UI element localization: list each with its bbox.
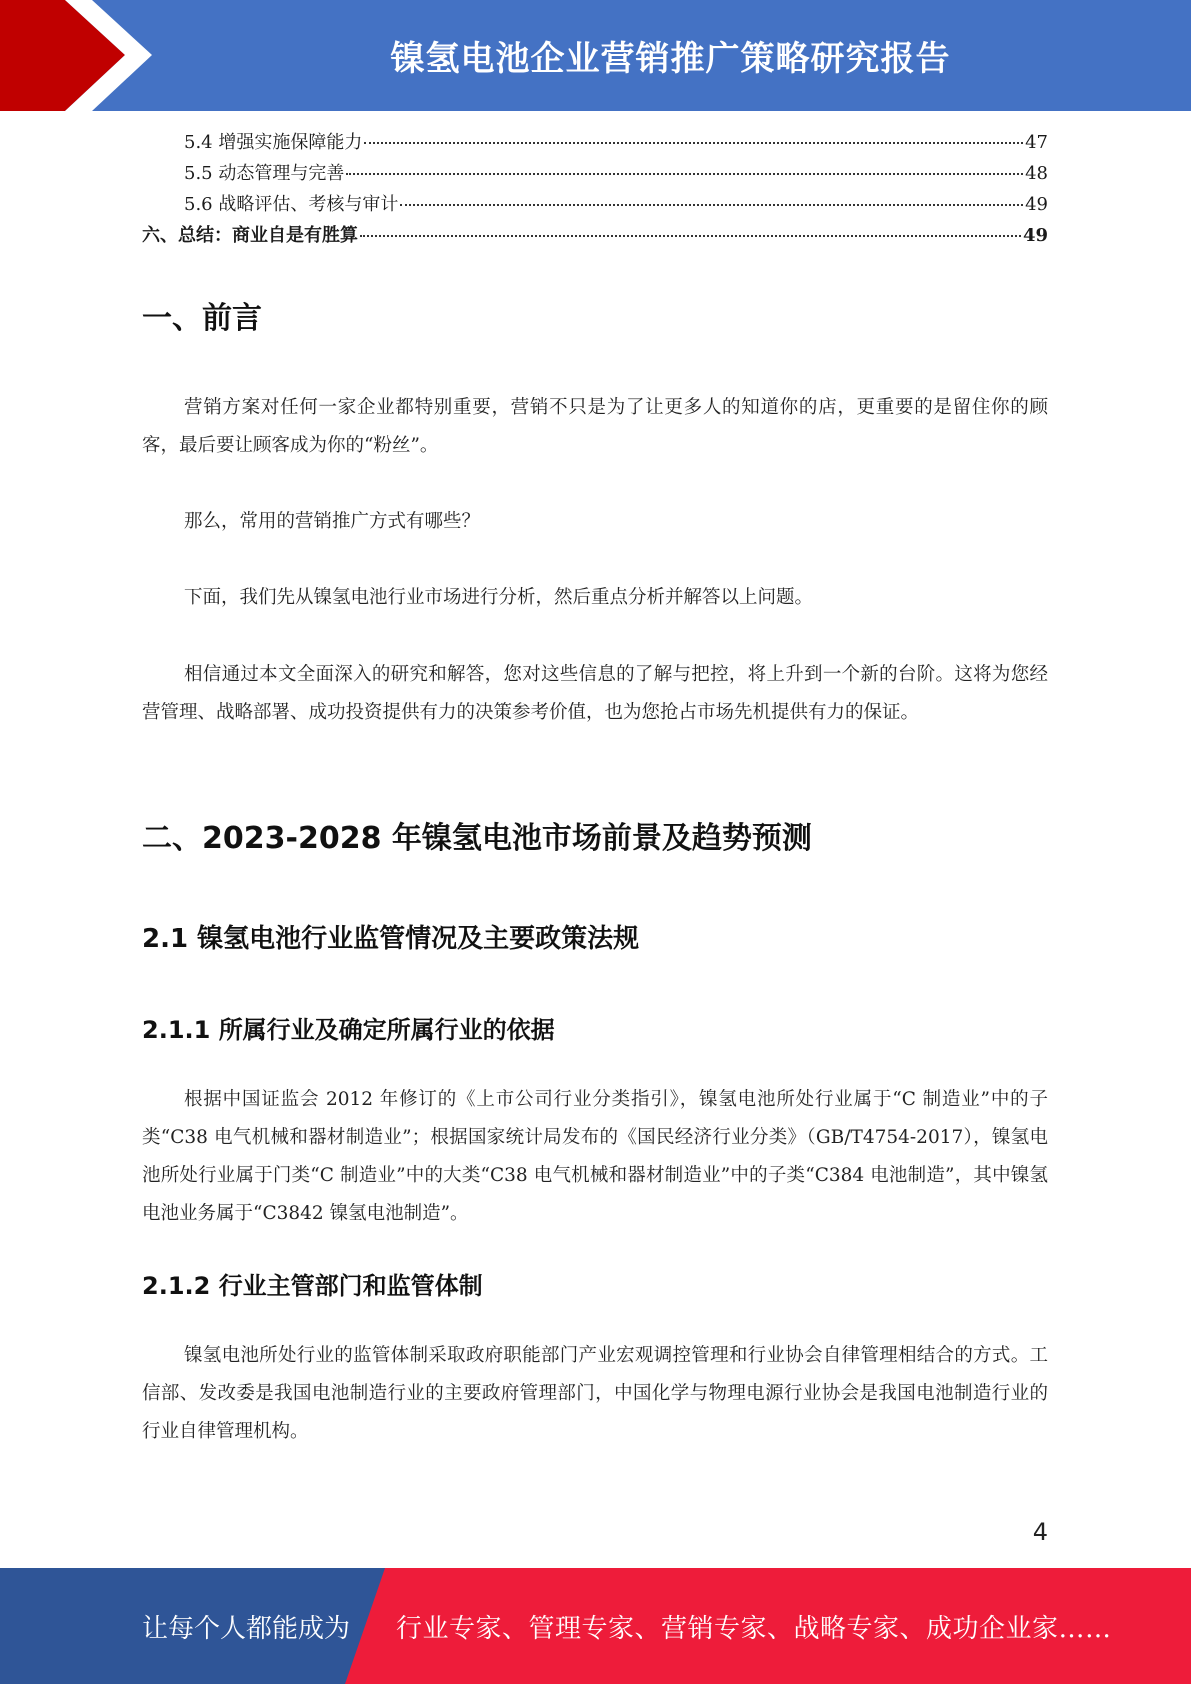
toc-entry-label: 5.4 增强实施保障能力 bbox=[184, 132, 363, 153]
toc-entry-page: 47 bbox=[1025, 132, 1048, 153]
toc-leader-dots bbox=[346, 173, 1023, 175]
toc-entry[interactable] bbox=[142, 128, 1048, 159]
table-of-contents bbox=[142, 128, 1048, 252]
paragraph: 根据中国证监会 2012 年修订的《上市公司行业分类指引》，镍氢电池所处行业属于“C 制造业”中的子类“C38 电气机械和器材制造业”；根据国家统计局发布的《国民经济行业分类》（GB/T4754-2017），镍氢电池所处行业属于门类“C 制造业”中的大类“C38 电气机械和器材制造业”中的子类“C384 电池制造”，其中镍氢电池业务属于“C3842 镍氢电池制造”。 bbox=[142, 1089, 1048, 1224]
toc-entry-label: 5.6 战略评估、考核与审计 bbox=[184, 194, 399, 215]
paragraph: 营销方案对任何一家企业都特别重要，营销不只是为了让更多人的知道你的店，更重要的是留住你的顾客，最后要让顾客成为你的“粉丝”。 bbox=[142, 397, 1048, 456]
footer-slogan-left: 让每个人都能成为 bbox=[142, 1613, 351, 1644]
toc-leader-dots bbox=[360, 235, 1021, 237]
toc-entry-page: 48 bbox=[1025, 163, 1048, 184]
toc-entry[interactable] bbox=[142, 190, 1048, 221]
toc-leader-dots bbox=[364, 142, 1023, 144]
subsubsection-heading: 2.1.1 所属行业及确定所属行业的依据 bbox=[142, 1016, 555, 1044]
document-title: 镍氢电池企业营销推广策略研究报告 bbox=[390, 39, 951, 79]
paragraph: 下面，我们先从镍氢电池行业市场进行分析，然后重点分析并解答以上问题。 bbox=[184, 587, 814, 608]
toc-entry-label: 5.5 动态管理与完善 bbox=[184, 163, 345, 184]
toc-entry[interactable] bbox=[142, 159, 1048, 190]
footer-slogan-right: 行业专家、管理专家、营销专家、战略专家、成功企业家…… bbox=[396, 1613, 1112, 1644]
subsection-heading: 2.1 镍氢电池行业监管情况及主要政策法规 bbox=[142, 924, 640, 954]
toc-entry-page: 49 bbox=[1022, 225, 1048, 246]
header-banner bbox=[0, 0, 1191, 111]
section-heading-preface: 一、前言 bbox=[142, 301, 262, 336]
toc-entry-page: 49 bbox=[1025, 194, 1048, 215]
paragraph: 镍氢电池所处行业的监管体制采取政府职能部门产业宏观调控管理和行业协会自律管理相结合的方式。工信部、发改委是我国电池制造行业的主要政府管理部门，中国化学与物理电源行业协会是我国电池制造行业的行业自律管理机构。 bbox=[142, 1345, 1048, 1442]
section-heading-market-outlook: 二、2023-2028 年镍氢电池市场前景及趋势预测 bbox=[142, 821, 812, 856]
toc-entry[interactable] bbox=[142, 221, 1048, 252]
footer-banner bbox=[0, 1568, 1191, 1684]
header-arrow-decoration bbox=[0, 0, 160, 111]
page-number: 4 bbox=[1032, 1518, 1048, 1546]
paragraph: 相信通过本文全面深入的研究和解答，您对这些信息的了解与把控，将上升到一个新的台阶。这将为您经营管理、战略部署、成功投资提供有力的决策参考价值，也为您抢占市场先机提供有力的保证。 bbox=[142, 664, 1048, 723]
toc-entry-label: 六、总结：商业自是有胜算 bbox=[142, 225, 358, 246]
subsubsection-heading: 2.1.2 行业主管部门和监管体制 bbox=[142, 1272, 483, 1300]
paragraph: 那么，常用的营销推广方式有哪些？ bbox=[184, 511, 481, 532]
toc-leader-dots bbox=[400, 204, 1023, 206]
